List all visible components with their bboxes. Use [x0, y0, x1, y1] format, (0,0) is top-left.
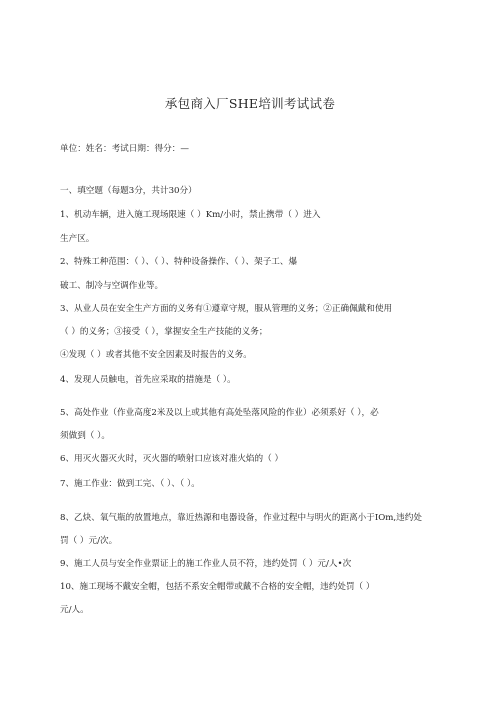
question-3-line-2: （ ）的义务；③接受（ ），掌握安全生产技能的义务；: [60, 327, 268, 337]
question-8-line-2: 罚（ ）元/次。: [60, 536, 118, 546]
question-8-line-1: 8、乙炔、氧气瓶的放置地点，靠近热源和电器设备，作业过程中与明火的距离小于IOm,违约处: [60, 513, 422, 523]
question-1-line-1: 1、机动车辆，进入施工现场限速（ ）Km/小时，禁止携带（ ）进入: [60, 210, 321, 220]
question-3-line-1: 3、从业人员在安全生产方面的义务有①遵章守规，服从管理的义务；②正确佩戴和使用: [60, 304, 393, 314]
question-6-line-1: 6、用灭火器灭火时，灭火器的喷射口应该对准火焰的（ ）: [60, 454, 284, 464]
question-7-line-1: 7、施工作业：做到工完、（ ）、（ ）。: [60, 479, 200, 489]
section-heading: 一、填空题（每题3分，共计30分）: [60, 186, 197, 196]
question-3-line-3: ④发现（ ）或者其他不安全因素及时报告的义务。: [60, 350, 252, 360]
question-5-line-2: 须做到（ ）。: [60, 431, 110, 441]
question-4-line-1: 4、发现人员触电，首先应采取的措施是（ ）。: [60, 375, 236, 385]
question-2-line-1: 2、特殊工种范围：（ ）、（ ）、特种设备操作、（ ）、架子工、爆: [60, 257, 298, 267]
question-10-line-2: 元/人。: [60, 605, 89, 615]
exam-title: 承包商入厂SHE培训考试试卷: [164, 96, 336, 111]
question-1-line-2: 生产区。: [60, 234, 95, 244]
question-9-line-1: 9、施工人员与安全作业票证上的施工作业人员不符，违约处罚（ ）元/人•次: [60, 559, 352, 569]
exam-info-line: 单位：姓名：考试日期：得分：—: [60, 144, 189, 154]
question-5-line-1: 5、高处作业（作业高度2米及以上或其他有高处坠落风险的作业）必须系好（ ），必: [60, 408, 379, 418]
question-10-line-1: 10、施工现场不戴安全帽，包括不系安全帽带或戴不合格的安全帽，违约处罚（ ）: [60, 582, 375, 592]
question-2-line-2: 破工、制冷与空调作业等。: [60, 281, 164, 291]
